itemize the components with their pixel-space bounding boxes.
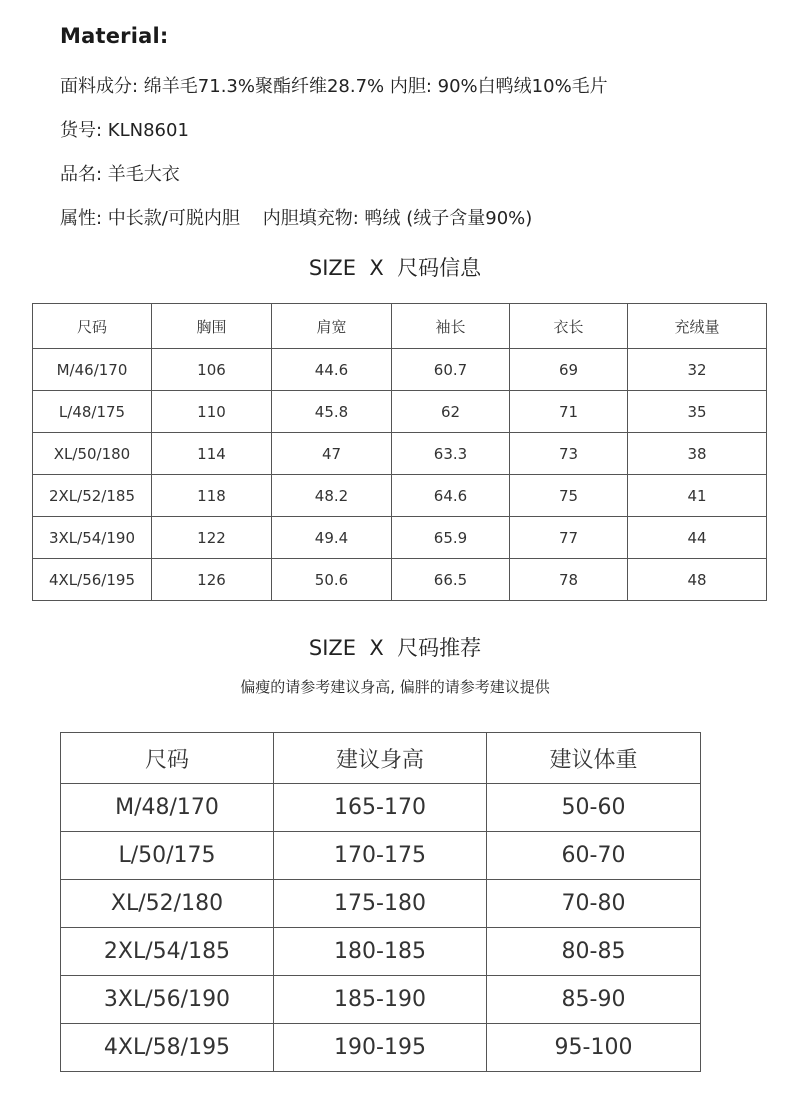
table-row	[33, 349, 767, 391]
table-row	[61, 928, 701, 976]
table-cell: 185-190	[274, 976, 487, 1024]
table-cell: 175-180	[274, 880, 487, 928]
table-row	[61, 976, 701, 1024]
size-recommendation-title: SIZE X 尺码推荐	[308, 636, 482, 660]
table-cell: 65.9	[392, 517, 510, 559]
table-cell: 4XL/56/195	[33, 559, 152, 601]
table-cell: 50-60	[487, 784, 701, 832]
size-recommendation-table	[60, 732, 701, 1072]
column-header-shoulder: 肩宽	[272, 304, 392, 349]
table-header-row	[33, 304, 767, 349]
table-cell: 110	[152, 391, 272, 433]
table-cell: 85-90	[487, 976, 701, 1024]
table-row	[61, 832, 701, 880]
table-cell: 122	[152, 517, 272, 559]
table-cell: 3XL/54/190	[33, 517, 152, 559]
table-row	[33, 433, 767, 475]
table-cell: 47	[272, 433, 392, 475]
size-info-title: SIZE X 尺码信息	[308, 256, 482, 280]
table-cell: 2XL/54/185	[61, 928, 274, 976]
column-header-sleeve: 袖长	[392, 304, 510, 349]
table-row	[33, 475, 767, 517]
table-cell: XL/52/180	[61, 880, 274, 928]
table-cell: 73	[510, 433, 628, 475]
table-cell: 114	[152, 433, 272, 475]
table-cell: 75	[510, 475, 628, 517]
size-info-table	[32, 303, 767, 601]
table-cell: 66.5	[392, 559, 510, 601]
table-cell: 35	[628, 391, 767, 433]
column-header-size: 尺码	[33, 304, 152, 349]
table-cell: 106	[152, 349, 272, 391]
column-header-down-fill: 充绒量	[628, 304, 767, 349]
table-row	[61, 880, 701, 928]
table-cell: 48	[628, 559, 767, 601]
table-cell: 126	[152, 559, 272, 601]
table-cell: 70-80	[487, 880, 701, 928]
table-cell: 95-100	[487, 1024, 701, 1072]
table-cell: 41	[628, 475, 767, 517]
material-section	[60, 18, 760, 229]
table-cell: 48.2	[272, 475, 392, 517]
table-cell: 2XL/52/185	[33, 475, 152, 517]
column-header-size: 尺码	[61, 733, 274, 784]
table-cell: 50.6	[272, 559, 392, 601]
column-header-height: 建议身高	[274, 733, 487, 784]
fabric-composition: 面料成分: 绵羊毛71.3%聚酯纤维28.7% 内胆: 90%白鸭绒10%毛片	[60, 76, 608, 97]
column-header-weight: 建议体重	[487, 733, 701, 784]
product-name: 品名: 羊毛大衣	[60, 164, 180, 185]
table-cell: M/46/170	[33, 349, 152, 391]
table-cell: 190-195	[274, 1024, 487, 1072]
table-cell: 71	[510, 391, 628, 433]
column-header-length: 衣长	[510, 304, 628, 349]
table-cell: 63.3	[392, 433, 510, 475]
table-cell: 45.8	[272, 391, 392, 433]
table-cell: 44.6	[272, 349, 392, 391]
table-header-row	[61, 733, 701, 784]
table-row	[33, 391, 767, 433]
table-cell: 44	[628, 517, 767, 559]
table-cell: 60.7	[392, 349, 510, 391]
table-cell: 118	[152, 475, 272, 517]
table-cell: L/48/175	[33, 391, 152, 433]
table-cell: 165-170	[274, 784, 487, 832]
table-cell: 180-185	[274, 928, 487, 976]
table-cell: 62	[392, 391, 510, 433]
table-cell: XL/50/180	[33, 433, 152, 475]
material-heading: Material:	[60, 24, 169, 48]
table-cell: 4XL/58/195	[61, 1024, 274, 1072]
table-cell: 60-70	[487, 832, 701, 880]
table-cell: 49.4	[272, 517, 392, 559]
table-cell: L/50/175	[61, 832, 274, 880]
table-row	[61, 784, 701, 832]
column-header-chest: 胸围	[152, 304, 272, 349]
table-cell: 77	[510, 517, 628, 559]
table-cell: 3XL/56/190	[61, 976, 274, 1024]
item-number: 货号: KLN8601	[60, 120, 189, 141]
table-cell: M/48/170	[61, 784, 274, 832]
table-cell: 69	[510, 349, 628, 391]
table-cell: 80-85	[487, 928, 701, 976]
table-cell: 78	[510, 559, 628, 601]
table-row	[33, 517, 767, 559]
table-row	[33, 559, 767, 601]
table-cell: 38	[628, 433, 767, 475]
table-cell: 32	[628, 349, 767, 391]
table-row	[61, 1024, 701, 1072]
table-cell: 64.6	[392, 475, 510, 517]
table-cell: 170-175	[274, 832, 487, 880]
product-attributes: 属性: 中长款/可脱内胆 内胆填充物: 鸭绒 (绒子含量90%)	[60, 208, 533, 229]
size-recommendation-note: 偏瘦的请参考建议身高, 偏胖的请参考建议提供	[240, 678, 550, 696]
